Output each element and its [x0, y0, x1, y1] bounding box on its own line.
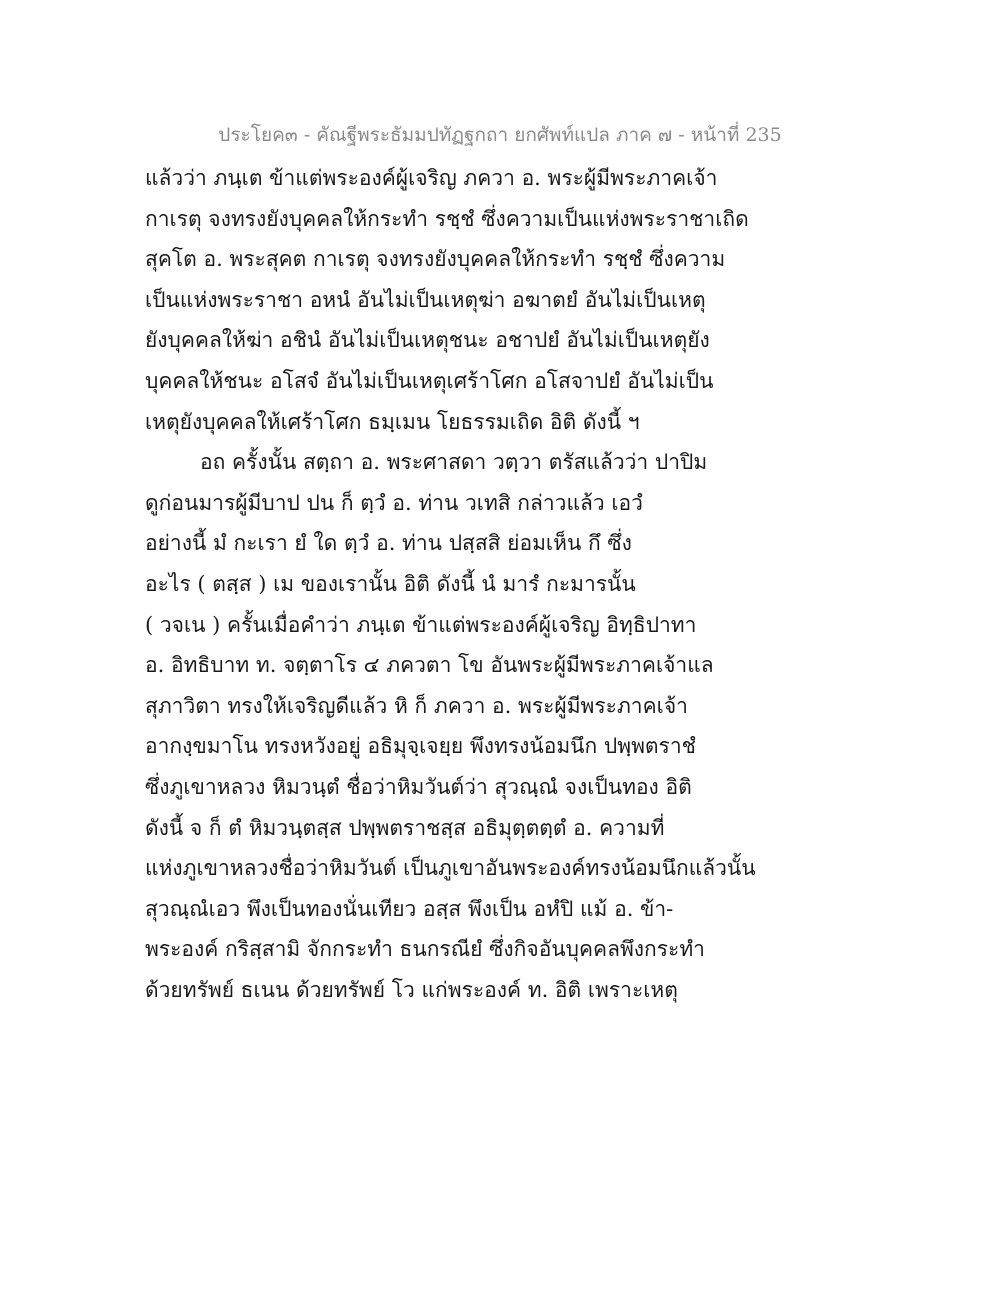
text-line: อะไร ( ตสฺส ) เม ของเรานั้น อิติ ดังนี้ นํ มารํ กะมารนั้น — [145, 571, 636, 596]
text-line: ( วจเน ) ครั้นเมื่อคำว่า ภนฺเต ข้าแต่พระองค์ผู้เจริญ อิทฺธิปาทา — [145, 612, 697, 637]
text-line: ยังบุคคลให้ฆ่า อชินํ อันไม่เป็นเหตุชนะ อชาปยํ อันไม่เป็นเหตุยัง — [145, 328, 710, 353]
body-text — [145, 158, 756, 1010]
text-line: สุคโต อ. พระสุคต กาเรตุ จงทรงยังบุคคลให้กระทำ รชฺชํ ซึ่งความ — [145, 247, 726, 272]
text-line: เหตุยังบุคคลให้เศร้าโศก ธมฺเมน โยธรรมเถิด อิติ ดังนี้ ฯ — [145, 409, 640, 434]
text-line: พระองค์ กริสฺสามิ จักกระทำ ธนกรณียํ ซึ่งกิจอันบุคคลพึงกระทำ — [145, 937, 705, 962]
text-line: บุคคลให้ชนะ อโสจํ อันไม่เป็นเหตุเศร้าโศก อโสจาปยํ อันไม่เป็น — [145, 368, 714, 393]
page-header: ประโยค๓ - คัณฐีพระธัมมปทัฏฐกถา ยกศัพท์แปล ภาค ๗ - หน้าที่ 235 — [218, 124, 782, 146]
text-line: สุวณฺณํเอว พึงเป็นทองนั่นเทียว อสฺส พึงเป็น อหํปิ แม้ อ. ข้า- — [145, 896, 674, 921]
text-line: สุภาวิตา ทรงให้เจริญดีแล้ว หิ ก็ ภควา อ. พระผู้มีพระภาคเจ้า — [145, 693, 688, 718]
text-line: แล้วว่า ภนฺเต ข้าแต่พระองค์ผู้เจริญ ภควา อ. พระผู้มีพระภาคเจ้า — [145, 166, 718, 190]
text-line: อากงฺขมาโน ทรงหวังอยู่ อธิมุจฺเจยฺย พึงทรงน้อมนึก ปพฺพตราชํ — [145, 734, 696, 759]
text-line: กาเรตุ จงทรงยังบุคคลให้กระทำ รชฺชํ ซึ่งความเป็นแห่งพระราชาเถิด — [145, 206, 749, 231]
text-line: ซึ่งภูเขาหลวง หิมวนฺตํ ชื่อว่าหิมวันต์ว่า สุวณฺณํ จงเป็นทอง อิติ — [145, 774, 692, 799]
text-line: ดูก่อนมารผู้มีบาป ปน ก็ ตฺวํ อ. ท่าน วเทสิ กล่าวแล้ว เอวํ — [145, 490, 643, 515]
paragraph-start-line: อถ ครั้งนั้น สตฺถา อ. พระศาสดา วตฺวา ตรัสแล้วว่า ปาปิม — [200, 450, 708, 475]
text-line: ดังนี้ จ ก็ ตํ หิมวนฺตสฺส ปพฺพตราชสฺส อธิมุตฺตตฺตํ อ. ความที่ — [145, 815, 665, 840]
text-line: แห่งภูเขาหลวงชื่อว่าหิมวันต์ เป็นภูเขาอันพระองค์ทรงน้อมนึกแล้วนั้น — [145, 856, 756, 881]
text-line: เป็นแห่งพระราชา อหนํ อันไม่เป็นเหตุฆ่า อฆาตยํ อันไม่เป็นเหตุ — [145, 287, 706, 312]
text-line: อย่างนี้ มํ กะเรา ยํ ใด ตฺวํ อ. ท่าน ปสฺสสิ ย่อมเห็น กึ ซึ่ง — [145, 531, 632, 556]
text-line: อ. อิทธิบาท ท. จตฺตาโร ๔ ภควตา โข อันพระผู้มีพระภาคเจ้าแล — [145, 653, 714, 678]
text-line: ด้วยทรัพย์ ธเนน ด้วยทรัพย์ โว แก่พระองค์ ท. อิติ เพราะเหตุ — [145, 977, 678, 1002]
